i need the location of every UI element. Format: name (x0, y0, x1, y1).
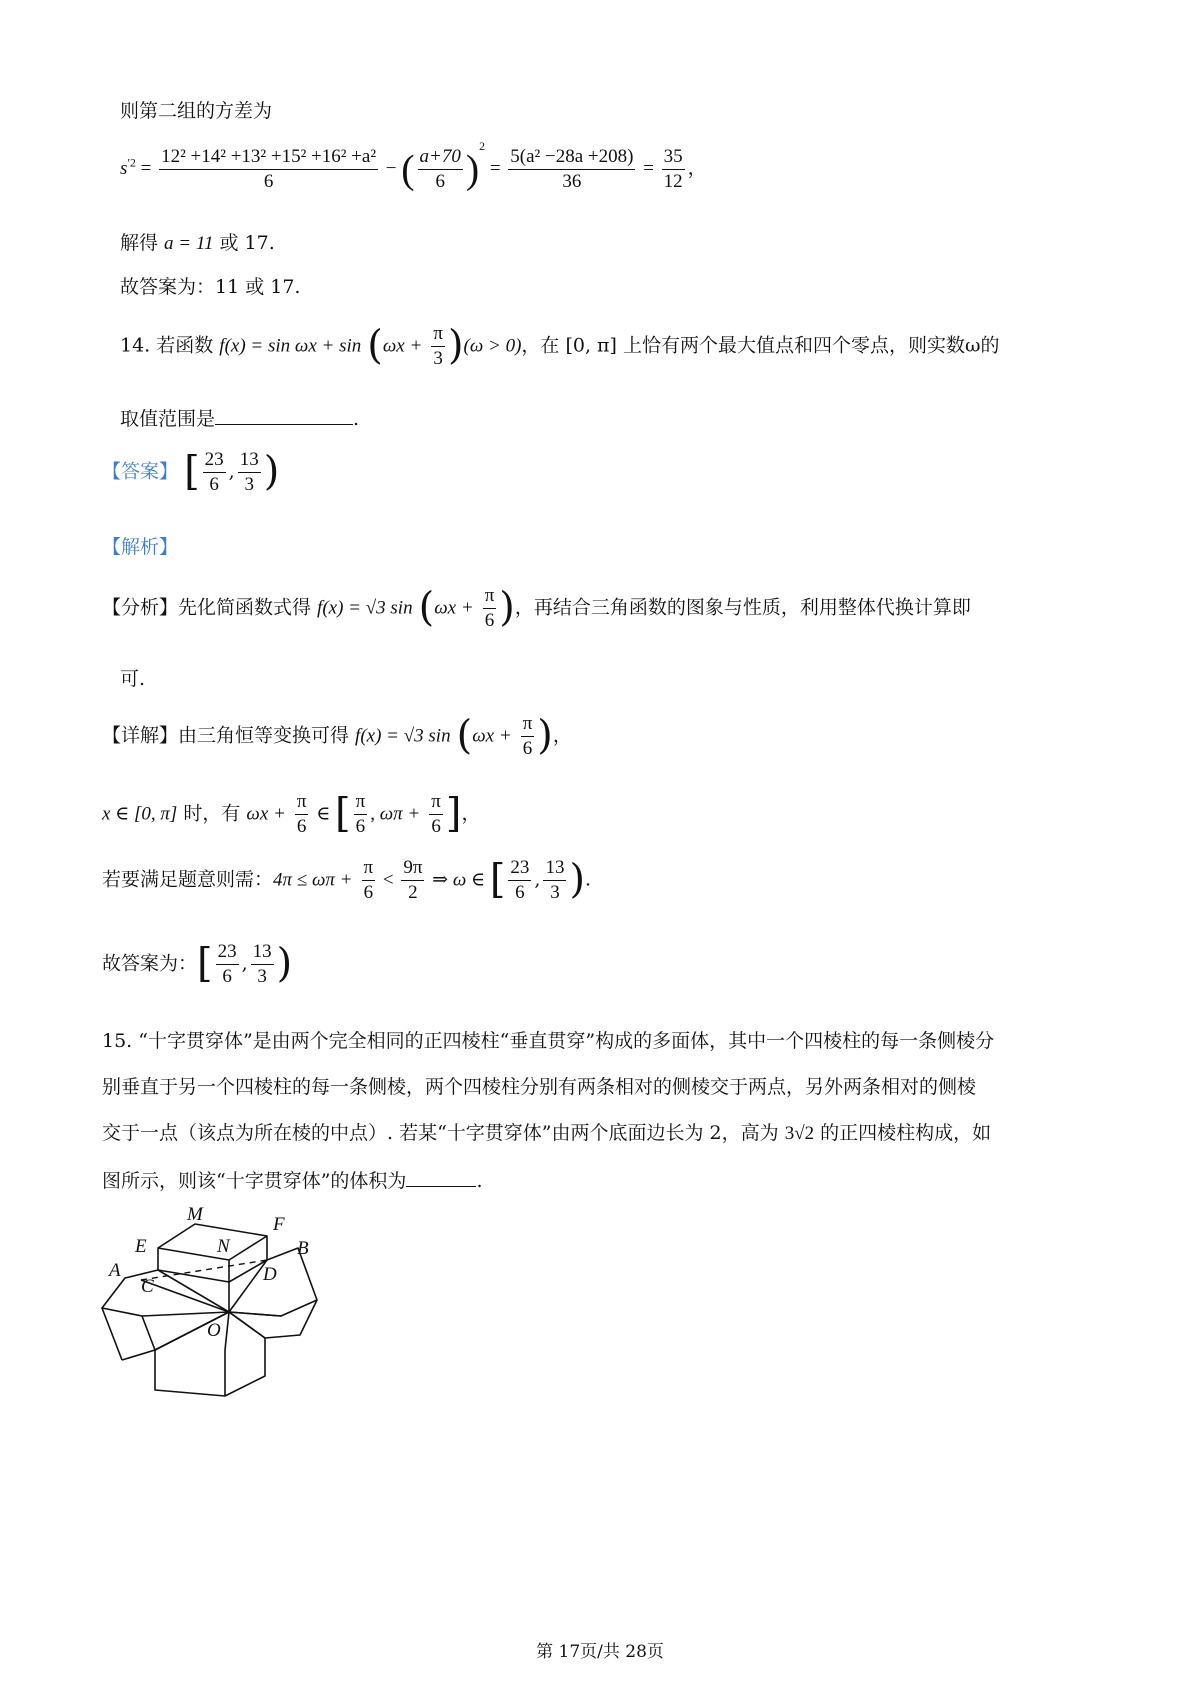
comma: ， (552, 724, 572, 747)
answer-blank (215, 405, 353, 425)
numerator: 23 (508, 856, 531, 881)
numerator: π (431, 322, 445, 347)
comma: ， (687, 158, 707, 179)
math-inline: f(x) = √3 sin (355, 725, 451, 747)
fraction (354, 790, 368, 839)
period: . (585, 868, 592, 891)
variance-equation: $s^{'2}$ = $\frac{\text{12² +14² +13² +15² +16² +a²}}{6}$ − ( $\frac{a+70}{6}$ )$^2$ = $\frac{\text{5(a² −28a +208)}}{36}$ = $\frac{35}{12}$ ， (120, 140, 707, 193)
page-footer: 第 17页/共 28页 (536, 1642, 664, 1662)
math-inline: 3√2 (784, 1123, 815, 1144)
text-segment: 取值范围是 (120, 408, 216, 430)
fraction (508, 856, 531, 905)
numerator: 12² +14² +13² +15² +16² +a² (159, 145, 378, 170)
analysis-line: 【分析】先化简函数式得 f(x) = √3 sin (ωx + $\frac{\pi}{6}$ )，再结合三角函数的图象与性质，利用整体代换计算即 (102, 584, 971, 631)
numerator: a+70 (418, 145, 463, 170)
bracket: ) (263, 448, 280, 495)
eq-sign: = (489, 158, 501, 179)
math-inline: f(x) = sin ωx + sin (219, 335, 362, 357)
text-segment: 或 17. (213, 232, 275, 254)
denominator: 3 (257, 965, 267, 987)
numerator: π (483, 584, 497, 609)
comma: ， (461, 802, 481, 825)
denominator: 6 (484, 609, 495, 631)
eq-symbol: s (120, 158, 128, 179)
denominator: 6 (209, 473, 219, 495)
question-15-line: 别垂直于另一个四棱柱的每一条侧棱，两个四棱柱分别有两条相对的侧棱交于两点，另外两条相对的侧棱 (102, 1076, 977, 1098)
exponent: 2 (479, 140, 486, 153)
fraction (251, 940, 274, 989)
math-inline: ωx + (382, 335, 423, 357)
math-inline: 4π ≤ ωπ + (273, 869, 353, 891)
fraction (418, 145, 463, 194)
eq-prime: ′2 (127, 156, 136, 170)
eq-sign: = (140, 158, 152, 179)
label-A: A (109, 1260, 121, 1281)
label-F: F (273, 1214, 285, 1235)
fraction (238, 448, 261, 497)
label-C: C (141, 1276, 154, 1297)
denominator: 6 (222, 965, 232, 987)
math-inline: (ω > 0) (463, 335, 522, 357)
denominator: 36 (562, 171, 582, 193)
text-line: 故答案为：11 或 17. (120, 276, 301, 298)
numerator: 5(a² −28a +208) (508, 145, 635, 170)
denominator: 6 (263, 171, 274, 193)
question-15-line (102, 1118, 991, 1145)
comma: , (228, 460, 235, 483)
label-M: M (187, 1204, 203, 1225)
fraction (216, 940, 239, 989)
analysis-label: 【解析】 (102, 536, 179, 558)
text-segment: 图所示，则该“十字贯穿体”的体积为 (102, 1170, 407, 1192)
numerator: 35 (662, 145, 685, 170)
fraction (429, 790, 443, 839)
text-line (120, 228, 275, 255)
fraction (295, 790, 309, 839)
bracket: [ (184, 448, 200, 495)
text-line: 取值范围是 . (120, 404, 359, 431)
text-segment: 时，有 (177, 802, 247, 825)
denominator: 6 (431, 815, 441, 837)
numerator: π (354, 790, 368, 815)
denominator: 3 (550, 881, 560, 903)
math-inline: ωx + (472, 725, 512, 747)
text-segment: 【详解】由三角恒等变换可得 (102, 724, 356, 747)
fraction (431, 322, 445, 371)
answer-label: 【答案】 (102, 460, 179, 483)
text-segment: ，再结合三角函数的图象与性质，利用整体代换计算即 (514, 596, 971, 619)
math-inline: f(x) = √3 sin (317, 597, 413, 619)
denominator: 12 (663, 171, 683, 193)
math-inline: < (378, 869, 399, 891)
label-B: B (297, 1238, 309, 1259)
math-inline: x ∈ [0, π] (102, 803, 178, 825)
math-inline: ⇒ ω ∈ (427, 869, 490, 891)
numerator: π (295, 790, 309, 815)
denominator: 6 (296, 815, 307, 837)
label-E: E (135, 1236, 147, 1257)
detail-line: 【详解】由三角恒等变换可得 f(x) = √3 sin (ωx + $\frac{\pi}{6}$ )， (102, 712, 572, 759)
text-segment: 解得 (120, 232, 165, 254)
detail-line: x ∈ [0, π] 时，有 ωx + $\frac{\pi}{6}$ ∈ [ $\frac{\pi}{6}$ , ωπ + $\frac{\pi}{6}$ ]， (102, 790, 481, 837)
denominator: 6 (435, 171, 445, 193)
numerator: π (362, 856, 376, 881)
answer-blank (406, 1167, 476, 1187)
numerator: π (521, 712, 535, 737)
fraction (521, 712, 535, 761)
math-inline: ωx + (246, 803, 286, 825)
fraction (159, 145, 378, 194)
fraction (203, 448, 226, 497)
text-line: 可. (120, 668, 146, 690)
numerator: π (429, 790, 443, 815)
question-15-line (102, 1166, 482, 1193)
denominator: 6 (363, 881, 374, 903)
label-O: O (207, 1320, 221, 1341)
cross-prism-figure (95, 1200, 335, 1410)
question-15-line: 15. “十字贯穿体”是由两个完全相同的正四棱柱“垂直贯穿”构成的多面体，其中一个四棱柱的每一条侧棱分 (102, 1030, 995, 1052)
numerator: 23 (203, 448, 226, 473)
fraction (543, 856, 566, 905)
text-segment: 交于一点（该点为所在棱的中点）. 若某“十字贯穿体”由两个底面边长为 2，高为 (102, 1122, 785, 1144)
detail-line: 若要满足题意则需：4π ≤ ωπ + $\frac{\pi}{6}$ < $\frac{9\pi}{2}$ ⇒ ω ∈ [ $\frac{23}{6}$ , $\frac{13}{3}$ ). (102, 856, 592, 903)
math-inline: ∈ (311, 803, 336, 825)
denominator: 6 (515, 881, 525, 903)
denominator: 3 (244, 473, 254, 495)
fraction (401, 856, 424, 905)
question-14: 14. 若函数 f(x) = sin ωx + sin (ωx + $\frac{\pi}{3}$ )(ω > 0)，在 [0, π] 上恰有两个最大值点和四个零点，则实数ω的 (120, 322, 1000, 369)
final-answer-line: 故答案为：[ $\frac{23}{6}$ , $\frac{13}{3}$ ) (102, 940, 293, 987)
fraction (483, 584, 497, 633)
numerator: 13 (543, 856, 566, 881)
text-segment: 故答案为： (102, 952, 198, 975)
math-inline: a = 11 (164, 233, 214, 254)
fraction (362, 856, 376, 905)
denominator: 6 (522, 737, 533, 759)
denominator: 6 (355, 815, 366, 837)
label-N: N (217, 1236, 230, 1257)
text-line: 则第二组的方差为 (120, 100, 273, 122)
fraction (508, 145, 635, 194)
answer-line (102, 448, 279, 497)
numerator: 13 (251, 940, 274, 965)
minus-sign: − (385, 158, 397, 179)
numerator: 13 (238, 448, 261, 473)
denominator: 3 (433, 347, 443, 369)
label-D: D (263, 1264, 277, 1285)
eq-sign: = (643, 158, 654, 179)
text-segment: 14. 若函数 (120, 334, 220, 357)
math-inline: ωx + (434, 597, 474, 619)
period: . (476, 1170, 483, 1192)
numerator: 23 (216, 940, 239, 965)
text-segment: 【分析】先化简函数式得 (102, 596, 318, 619)
text-segment: 的正四棱柱构成，如 (814, 1122, 992, 1144)
text-segment: ，在 [0, π] 上恰有两个最大值点和四个零点，则实数ω的 (521, 334, 1000, 357)
text-segment: 若要满足题意则需： (102, 868, 274, 891)
math-inline: , ωπ + (370, 803, 421, 825)
denominator: 2 (408, 881, 418, 903)
fraction (662, 145, 685, 194)
numerator: 9π (401, 856, 424, 881)
